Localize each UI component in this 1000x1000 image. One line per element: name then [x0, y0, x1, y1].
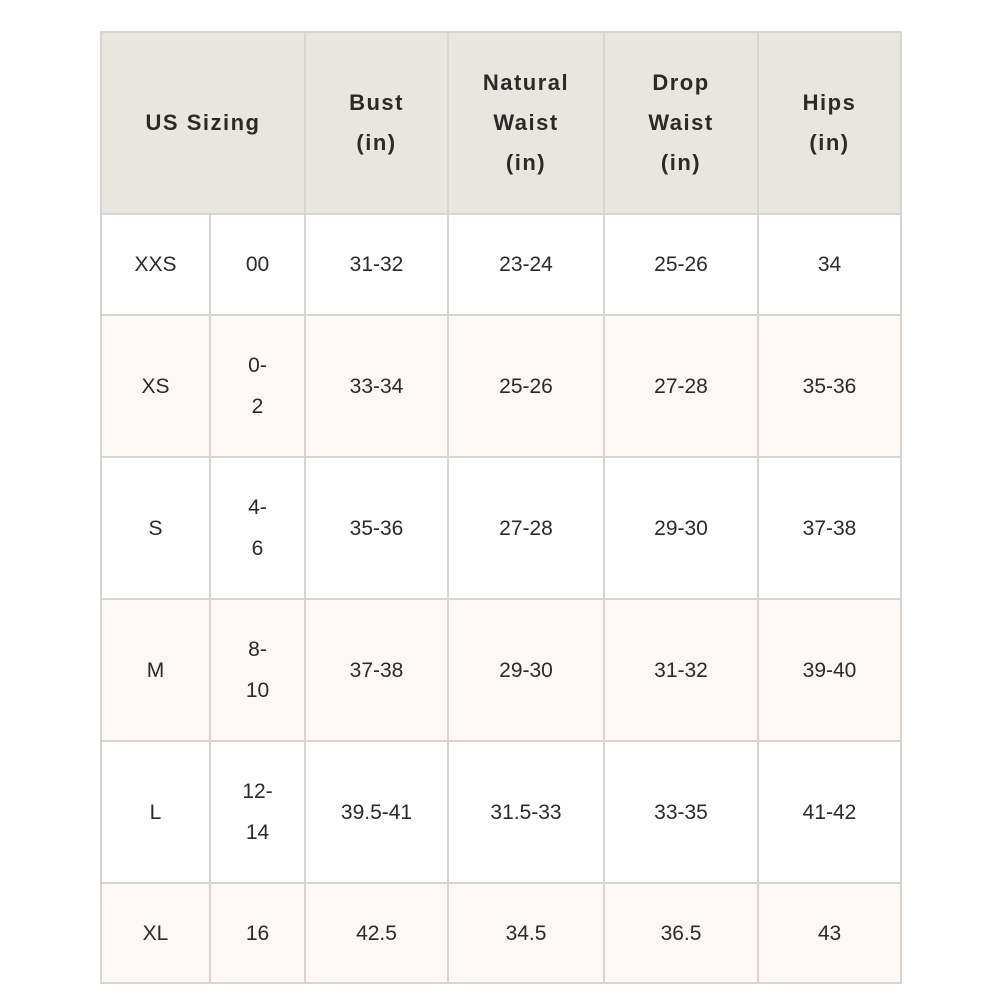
table-row: [101, 599, 901, 741]
header-drop-waist-line: Drop: [652, 70, 710, 95]
drop-waist-cell: 25-26: [604, 214, 758, 315]
numeric-size-cell: [210, 214, 305, 315]
header-natural-waist-line: Natural: [482, 70, 570, 95]
bust-cell: 39.5-41: [305, 741, 448, 883]
drop-waist-cell: 27-28: [604, 315, 758, 457]
numeric-size-line: 16: [245, 921, 270, 945]
header-drop-waist-unit: (in): [660, 150, 702, 175]
numeric-size-cell: [210, 883, 305, 983]
numeric-size-cell: [210, 599, 305, 741]
drop-waist-cell: 33-35: [604, 741, 758, 883]
numeric-size-line: 0-: [248, 354, 267, 377]
header-bust-unit: (in): [356, 130, 397, 155]
bust-cell: 42.5: [305, 883, 448, 983]
header-natural-waist-unit: (in): [505, 150, 547, 175]
numeric-size-line: 2: [251, 395, 264, 418]
hips-cell: 41-42: [758, 741, 901, 883]
natural-waist-cell: 34.5: [448, 883, 604, 983]
header-hips-line: Hips: [802, 90, 857, 115]
header-bust-line: Bust: [349, 90, 404, 115]
hips-cell: 34: [758, 214, 901, 315]
bust-cell: 37-38: [305, 599, 448, 741]
letter-size-cell: S: [101, 457, 210, 599]
natural-waist-cell: 23-24: [448, 214, 604, 315]
bust-cell: 33-34: [305, 315, 448, 457]
table-row: [101, 315, 901, 457]
drop-waist-cell: 29-30: [604, 457, 758, 599]
drop-waist-cell: 36.5: [604, 883, 758, 983]
letter-size-cell: XS: [101, 315, 210, 457]
header-us-sizing-label: US Sizing: [145, 110, 261, 135]
table-row: [101, 741, 901, 883]
header-natural-waist-line: Waist: [493, 110, 559, 135]
header-row: [101, 32, 901, 214]
numeric-size-cell: [210, 741, 305, 883]
header-natural-waist: [448, 32, 604, 214]
header-hips-unit: (in): [809, 130, 850, 155]
letter-size-cell: M: [101, 599, 210, 741]
natural-waist-cell: 25-26: [448, 315, 604, 457]
size-chart-table: [100, 31, 902, 984]
table-row: [101, 457, 901, 599]
numeric-size-line: 10: [245, 679, 270, 702]
numeric-size-line: 14: [245, 821, 270, 844]
numeric-size-cell: [210, 457, 305, 599]
numeric-size-line: 8-: [248, 638, 267, 661]
numeric-size-line: 4-: [248, 496, 267, 519]
hips-cell: 43: [758, 883, 901, 983]
header-drop-waist-line: Waist: [648, 110, 714, 135]
natural-waist-cell: 27-28: [448, 457, 604, 599]
bust-cell: 35-36: [305, 457, 448, 599]
hips-cell: 37-38: [758, 457, 901, 599]
hips-cell: 39-40: [758, 599, 901, 741]
hips-cell: 35-36: [758, 315, 901, 457]
natural-waist-cell: 29-30: [448, 599, 604, 741]
letter-size-cell: XL: [101, 883, 210, 983]
header-bust: [305, 32, 448, 214]
letter-size-cell: L: [101, 741, 210, 883]
numeric-size-line: 6: [251, 537, 264, 560]
header-drop-waist: [604, 32, 758, 214]
header-us-sizing: [101, 32, 305, 214]
table-row: [101, 883, 901, 983]
table-row: [101, 214, 901, 315]
letter-size-cell: XXS: [101, 214, 210, 315]
numeric-size-line: 00: [245, 253, 270, 276]
numeric-size-line: 12-: [242, 780, 273, 803]
header-hips: [758, 32, 901, 214]
numeric-size-cell: [210, 315, 305, 457]
drop-waist-cell: 31-32: [604, 599, 758, 741]
natural-waist-cell: 31.5-33: [448, 741, 604, 883]
bust-cell: 31-32: [305, 214, 448, 315]
